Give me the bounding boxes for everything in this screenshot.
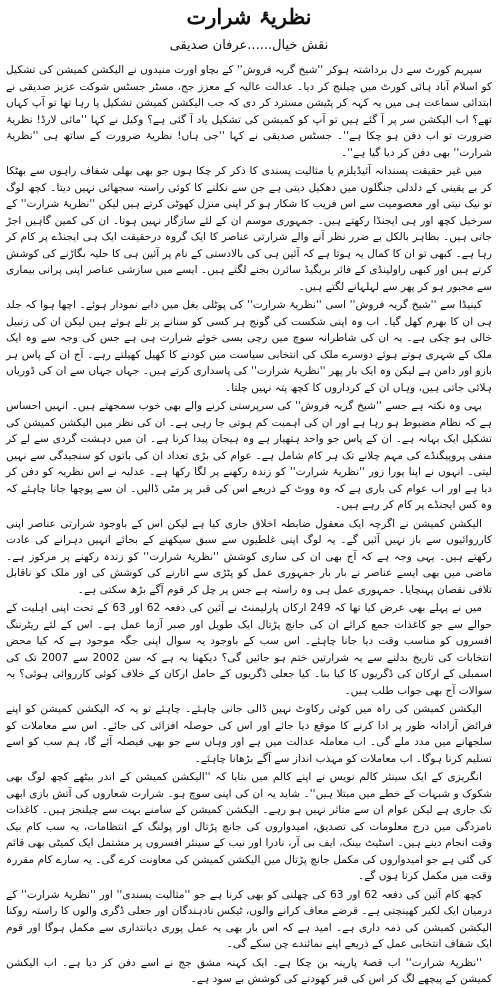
article-paragraph: کچھ کام آئین کی دفعہ 62 اور 63 کی چھلنی کو بھی کرنا ہے جو ''مثالیت پسندی'' اور ''نظریۂ شرارت'' کے درمیان ایک لکیر کھینچتی ہے۔ قرضے معاف کرانے والوں، ٹیکس نادہندگان اور جعلی ڈگری والوں کا راستہ روکنا الیکشن کمیشن کی ذمہ داری ہے۔ امید ہے کہ اس بار بھی یہ عمل پوری دیانتداری سے مکمل ہوگا اور قوم ایک شفاف انتخابی عمل کے ذریعے اپنے نمائندے چن سکے گی۔: [6, 888, 492, 950]
article-paragraph: الیکشن کمیشن نے اگرچہ ایک معقول ضابطہ اخلاق جاری کیا ہے لیکن اس کے باوجود شرارتی عناصر اپنی کارروائیوں سے باز نہیں آئیں گے۔ یہ لوگ اپنی غلطیوں سے سبق سیکھنے کے بجائے انہیں دہرانے کی عادت رکھتے ہیں۔ یہی وجہ ہے کہ آج بھی ان کی ساری کوشش ''نظریۂ شرارت'' کو زندہ رکھنے پر مرکوز ہے۔ ماضی میں بھی ایسے عناصر نے بار بار جمہوری عمل کو پٹڑی سے اتارنے کی کوشش کی اور ملک کو ناقابل تلافی نقصان پہنچایا۔ جمہوری عمل ہی وہ راستہ ہے جس پر چل کر قوم آگے بڑھ سکتی ہے۔: [6, 517, 492, 596]
article-paragraph: میں نے پہلے بھی عرض کیا تھا کہ 249 ارکان پارلیمنٹ نے آئین کی دفعہ 62 اور 63 کے تحت اپنی اہلیت کے حوالے سے جو کاغذات جمع کرائے ان کی جانچ پڑتال ایک طویل اور صبر آزما عمل ہے۔ اس کے لئے ریٹرننگ افسروں کو مناسب وقت دیا جانا چاہئے۔ اس سب کے باوجود یہ سوال اپنی جگہ موجود ہے کہ کیا محض انتخابات کی تاریخ بدلنے سے یہ شرارتیں ختم ہو جائیں گی؟ دیکھنا یہ ہے کہ سن 2002 سے 2007 تک کی اسمبلی کے ارکان کی ڈگریوں کا کیا بنا۔ کیا جعلی ڈگریوں کے حامل ارکان کے خلاف کوئی کارروائی ہوئی؟ یہ سوالات آج بھی جواب طلب ہیں۔: [6, 602, 492, 697]
article-body: [6, 62, 492, 988]
article-paragraph: الیکشن کمیشن کی راہ میں کوئی رکاوٹ نہیں ڈالی جانی چاہئے۔ چاہئے تو یہ کہ الیکشن کمیشن کو اپنے فرائض آزادانہ طور پر ادا کرنے کا موقع دیا جائے اور اس کی حوصلہ افزائی کی جائے۔ اس سے معاملات کو سلجھانے میں مدد ملے گی۔ اب معاملہ عدالت میں ہے اور وہاں سے جو بھی فیصلہ آئے گا، ہم سب کو اسے تسلیم کرنا ہوگا۔ اب معاملات کو مہذب انداز سے آگے بڑھانا چاہئے۔: [6, 703, 492, 765]
article-paragraph: کینیڈا سے ''شیخ گریہ فروش'' اسی ''نظریۂ شرارت'' کی پوٹلی بغل میں دابے نمودار ہوئے۔ اچھا ہوا کہ جلد ہی ان کا بھرم کھل گیا۔ اب وہ اپنی شکست کی گونج ہر کسی کو سنانے پر تلے ہوئے ہیں لیکن ان کی زنبیل خالی ہو چکی ہے۔ یہ ان کی شاطرانہ سوچ میں رچی بسی خوئے شرارت ہی ہے جس کی وجہ سے وہ ایک ملک کے شہری ہوتے ہوئے دوسرے ملک کی انتخابی سیاست میں کودنے کا کھیل کھیلتے رہے۔ آج ان کے پاس ہر بازو اور دامن ہے لیکن وہ ایک بار پھر ''نظریۂ شرارت'' کی پاسداری کرتے ہیں۔ جہاں جہاں سے ان کی ڈوریاں ہلائی جاتی ہیں، وہاں ان کے کرداروں کا کچھ پتہ نہیں چلتا۔: [6, 299, 492, 394]
article-paragraph: میں غیر حقیقت پسندانہ آئیڈیلزم یا مثالیت پسندی کا ذکر کر چکا ہوں جو بھی بھلی شفاف راہوں سے بھٹکا کر بے یقینی کے دلدلی جنگلوں میں دھکیل دیتی ہے جن سے نکلنے کا کوئی راستہ سجھائی نہیں دیتا۔ کچھ لوگ تو نیک نیتی اور معصومیت سے اس فریب کا شکار ہو کر اپنی منزل کھوٹی کرتے ہیں لیکن ''نظریۂ شرارت'' کے سرخیل کچھ اور ہی ایجنڈا رکھتے ہیں۔ جمہوری موسم ان کے لئے سازگار نہیں ہوتا۔ ان کی کمین گاہیں اجڑ جاتی ہیں۔ بظاہر بالکل بے ضرر نظر آنے والے شرارتی عناصر کا ایک گروہ درحقیقت ایک ہی ایجنڈے پر کام کر رہا ہے۔ کبھی تو ان کا کمال یہ ہوتا ہے کہ آئین ہی کی بالادستی کے نام پر آئین ہی کا حلیہ بگاڑنے کی کوشش کرتے ہیں اور کبھی راولپنڈی کے فائر بریگیڈ سائرن بجنے لگتے ہیں۔ ایسے میں سازشی عناصر اپنی پرانی بیماری سے مجبور ہو کر پھر سے لہلہانے لگتے ہیں۔: [6, 165, 492, 293]
article-title: نظریۂ شرارت: [186, 4, 312, 29]
article-paragraph: سپریم کورٹ سے دل برداشتہ ہوکر ''شیخ گریہ فروش'' کے بچاو اورت منیدوں نے الیکشن کمیشن کی تشکیل کو اسلام آباد ہائی کورٹ میں چیلنج کر دیا۔ عدالت عالیہ کے معزز جج، مسٹر جسٹس شوکت عزیز صدیقی نے ابتدائی سماعت ہی میں یہ کہہ کر پٹیشن مسترد کر دی کہ جب الیکشن کمیشن تشکیل پا رہا تھا تو آپ کہاں تھے؟ اب الیکشن سر پر آ گئے ہیں تو آپ کو کمیشن کی تشکیل یاد آ گئی ہے؟ وکیل نے کہا ''مائی لارڈ! نظریۂ ضرورت تو اب دفن ہو چکا ہے''۔ جسٹس صدیقی نے کہا ''جی ہاں! نظریۂ ضرورت کے ساتھ ہی ''نظریۂ شرارت'' بھی دفن کر دیا گیا ہے''۔: [6, 64, 492, 159]
article-byline: نقش خیال......عرفان صدیقی: [169, 38, 329, 53]
article-paragraph: انگریزی کے ایک سینئر کالم نویس نے اپنے کالم میں بتایا کہ ''الیکشن کمیشن کے اندر بیٹھے کچھ لوگ بھی شکوک و شبہات کے خطے میں مبتلا ہیں''۔ شاید یہ ان کی اپنی سوچ ہو۔ شرارت شعاروں کی آتش بازی ابھی تک جاری ہے لیکن عوام ان سے متاثر نہیں ہو رہے۔ الیکشن کمیشن کے سامنے بہت سے چیلنجز ہیں۔ کاغذات نامزدگی میں درج معلومات کی تصدیق، امیدواروں کی جانچ پڑتال اور پولنگ کے انتظامات، یہ سب کام بیک وقت انجام دینے ہیں۔ اسٹیٹ بینک، ایف بی آر، نادرا اور نیب کے سینئر افسروں پر مشتمل ایک کمیٹی بھی قائم کی گئی ہے جو امیدواروں کی مکمل جانچ پڑتال میں الیکشن کمیشن کی معاونت کرے گی۔ یہ سارے کام مقررہ وقت میں مکمل کرنا ہوں گے۔: [6, 771, 492, 882]
article-paragraph: ''نظریۂ شرارت'' اب قصۂ پارینہ بن چکا ہے۔ ایک کہنہ مشق جج نے اسے دفن کر دیا ہے۔ اب الیکشن کمیشن کے پیچھے لگ کر اس کی قبر کھودنے کی کوشش بے سود ہے۔: [6, 956, 492, 985]
article-paragraph: یہی وہ نکتہ ہے جسے ''شیخ گریہ فروش'' کی سرپرستی کرنے والے بھی خوب سمجھتے ہیں۔ انہیں احساس ہے کہ نظام مضبوط ہو رہا ہے اور ان کی اہمیت کم ہوتی جا رہی ہے۔ ان کی نظر میں الیکشن کمیشن کی تشکیل ایک بہانہ ہے۔ ان کے پاس جو واحد ہتھیار ہے وہ ہیجان پیدا کرنا ہے۔ ان میں دہشت گردی سے لے کر منفی پروپیگنڈے کی مہم چلانے تک ہر کام شامل ہے۔ عوام کی بڑی تعداد ان کی باتوں کو سنجیدگی سے نہیں لیتی۔ انہوں نے اپنا پورا زور ''نظریۂ شرارت'' کو زندہ رکھنے پر لگا رکھا ہے۔ عدلیہ نے اس نظریہ کو دفن کر دیا ہے اور اب عوام کی باری ہے کہ وہ ووٹ کے ذریعے اس کی قبر پر مٹی ڈالیں۔ ان سے پوچھا جانا چاہئے کہ وہ کس ایجنڈے پر کام کر رہے ہیں۔: [6, 400, 492, 511]
article-header: [6, 2, 492, 56]
